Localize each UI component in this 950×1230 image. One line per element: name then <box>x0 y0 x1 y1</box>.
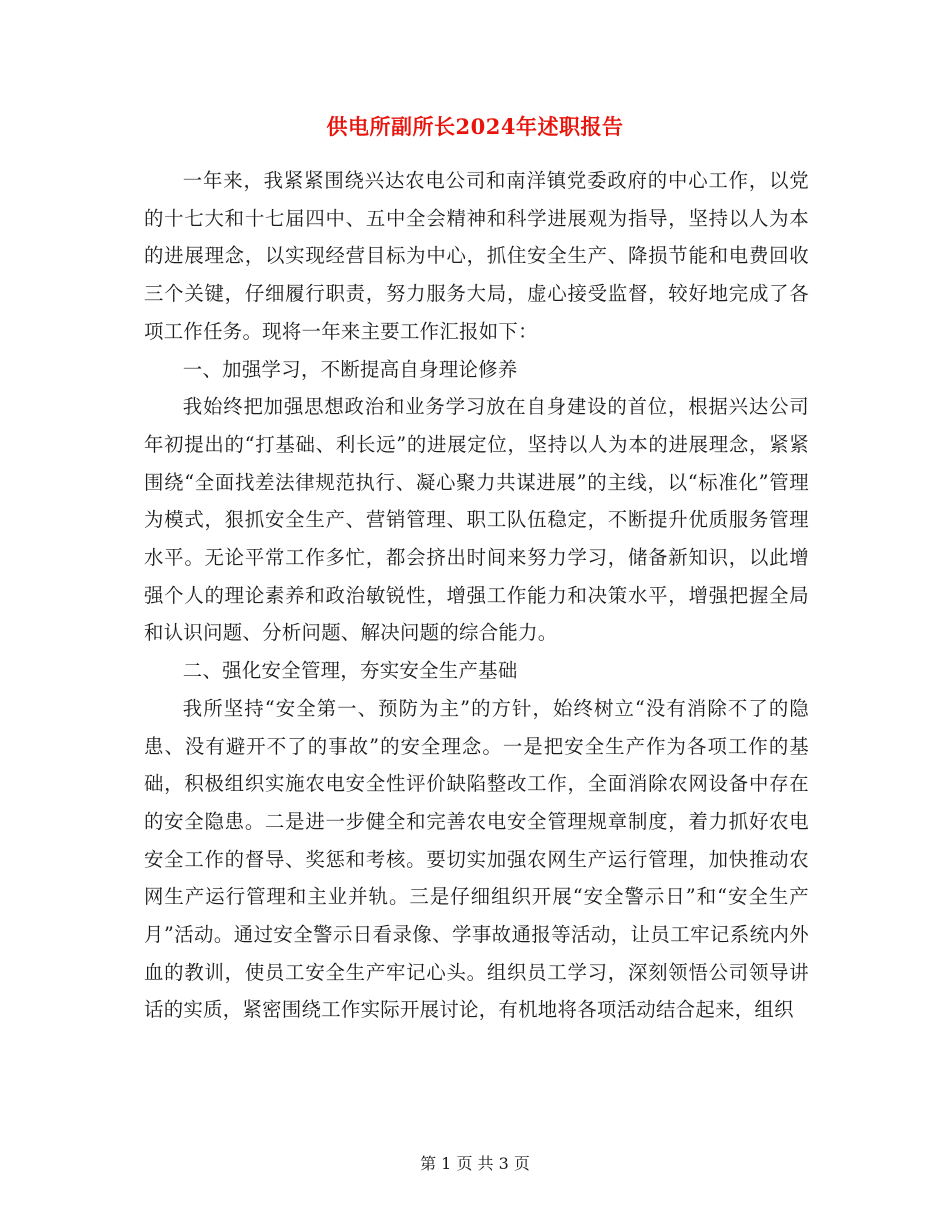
section-heading-1: 一、加强学习，不断提高自身理论修养 <box>182 357 518 381</box>
paragraph-intro: 一年来，我紧紧围绕兴达农电公司和南洋镇党委政府的中心工作，以党的十七大和十七届四中、五中全会精神和科学进展观为指导，坚持以人为本的进展理念，以实现经营目标为中心，抓住安全生产、降损节能和电费回收三个关键，仔细履行职责，努力服务大局，虚心接受监督，较好地完成了各项工作任务。现将一年来主要工作汇报如下： <box>144 169 809 343</box>
page-number-footer: 第 1 页 共 3 页 <box>420 1154 530 1173</box>
paragraph-section-2: 我所坚持“安全第一、预防为主”的方针，始终树立“没有消除不了的隐患、没有避开不了的事故”的安全理念。一是把安全生产作为各项工作的基础，积极组织实施农电安全性评价缺陷整改工作，全面消除农网设备中存在的安全隐患。二是进一步健全和完善农电安全管理规章制度，着力抓好农电安全工作的督导、奖惩和考核。要切实加强农网生产运行管理，加快推动农网生产运行管理和主业并轨。三是仔细组织开展“安全警示日”和“安全生产月”活动。通过安全警示日看录像、学事故通报等活动，让员工牢记系统内外血的教训，使员工安全生产牢记心头。组织员工学习，深刻领悟公司领导讲话的实质，紧密围绕工作实际开展讨论，有机地将各项活动结合起来，组织 <box>144 696 809 1022</box>
document-body <box>144 162 809 1029</box>
paragraph-section-1: 我始终把加强思想政治和业务学习放在自身建设的首位，根据兴达公司年初提出的“打基础、利长远”的进展定位，坚持以人为本的进展理念，紧紧围绕“全面找差法律规范执行、凝心聚力共谋进展”的主线，以“标准化”管理为模式，狠抓安全生产、营销管理、职工队伍稳定，不断提升优质服务管理水平。无论平常工作多忙，都会挤出时间来努力学习，储备新知识，以此增强个人的理论素养和政治敏锐性，增强工作能力和决策水平，增强把握全局和认识问题、分析问题、解决问题的综合能力。 <box>144 395 809 645</box>
document-title: 供电所副所长2024年述职报告 <box>326 114 624 139</box>
section-heading-2: 二、强化安全管理，夯实安全生产基础 <box>182 659 518 683</box>
